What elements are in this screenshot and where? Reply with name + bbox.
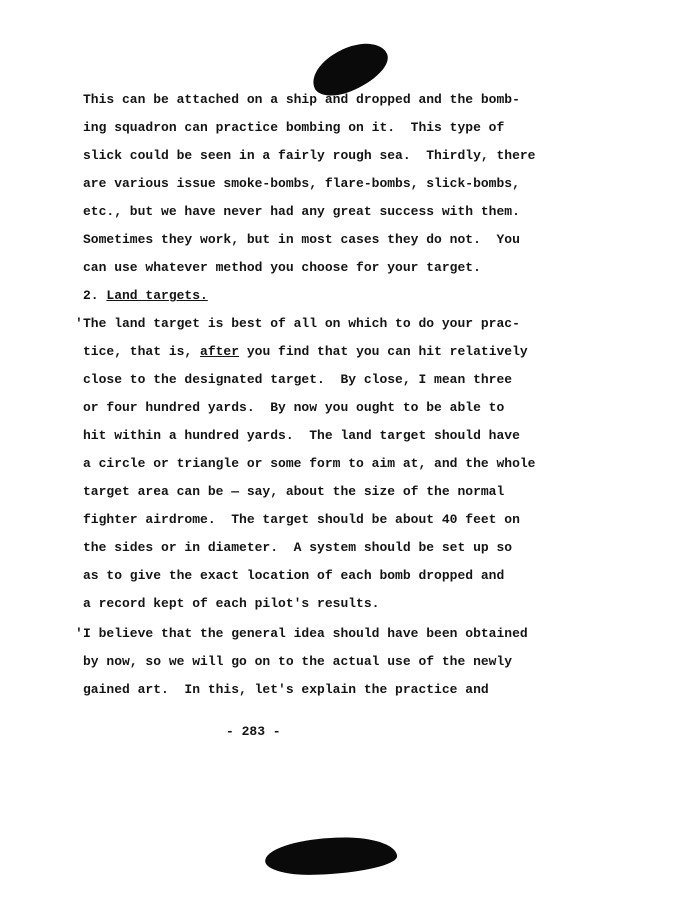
text-line: etc., but we have never had any great success with them. bbox=[83, 204, 520, 219]
paragraph-mark: ' bbox=[75, 316, 83, 331]
section-number: 2. bbox=[83, 288, 107, 303]
section-title: Land targets. bbox=[106, 288, 208, 303]
text-segment: tice, that is, bbox=[83, 344, 201, 359]
text-line: ing squadron can practice bombing on it. This type of bbox=[83, 120, 505, 135]
text-line: I believe that the general idea should have been obtained bbox=[83, 626, 528, 641]
text-segment: you find that you can hit relatively bbox=[239, 344, 528, 359]
paragraph-mark: ' bbox=[75, 626, 83, 641]
page-number: - 283 - bbox=[226, 724, 281, 739]
text-line: gained art. In this, let's explain the practice and bbox=[83, 682, 489, 697]
text-line: a circle or triangle or some form to aim at, and the whole bbox=[83, 456, 536, 471]
text-line: or four hundred yards. By now you ought to be able to bbox=[83, 400, 505, 415]
text-line: a record kept of each pilot's results. bbox=[83, 596, 380, 611]
text-line: the sides or in diameter. A system should be set up so bbox=[83, 540, 513, 555]
text-line: target area can be — say, about the size of the normal bbox=[83, 484, 505, 499]
text-line: Sometimes they work, but in most cases they do not. You bbox=[83, 232, 520, 247]
text-line: This can be attached on a ship and dropped and the bomb- bbox=[83, 92, 520, 107]
text-line: by now, so we will go on to the actual use of the newly bbox=[83, 654, 513, 669]
text-line: as to give the exact location of each bomb dropped and bbox=[83, 568, 505, 583]
text-line: are various issue smoke-bombs, flare-bombs, slick-bombs, bbox=[83, 176, 520, 191]
text-line: The land target is best of all on which to do your prac- bbox=[83, 316, 520, 331]
text-line: can use whatever method you choose for your target. bbox=[83, 260, 481, 275]
text-line: slick could be seen in a fairly rough sea. Thirdly, there bbox=[83, 148, 536, 163]
text-line: fighter airdrome. The target should be about 40 feet on bbox=[83, 512, 520, 527]
text-line: hit within a hundred yards. The land target should have bbox=[83, 428, 520, 443]
text-line bbox=[83, 344, 528, 360]
ink-blot bbox=[264, 835, 398, 878]
text-line: close to the designated target. By close, I mean three bbox=[83, 372, 513, 387]
section-heading bbox=[83, 288, 208, 304]
emphasized-word: after bbox=[200, 344, 240, 359]
